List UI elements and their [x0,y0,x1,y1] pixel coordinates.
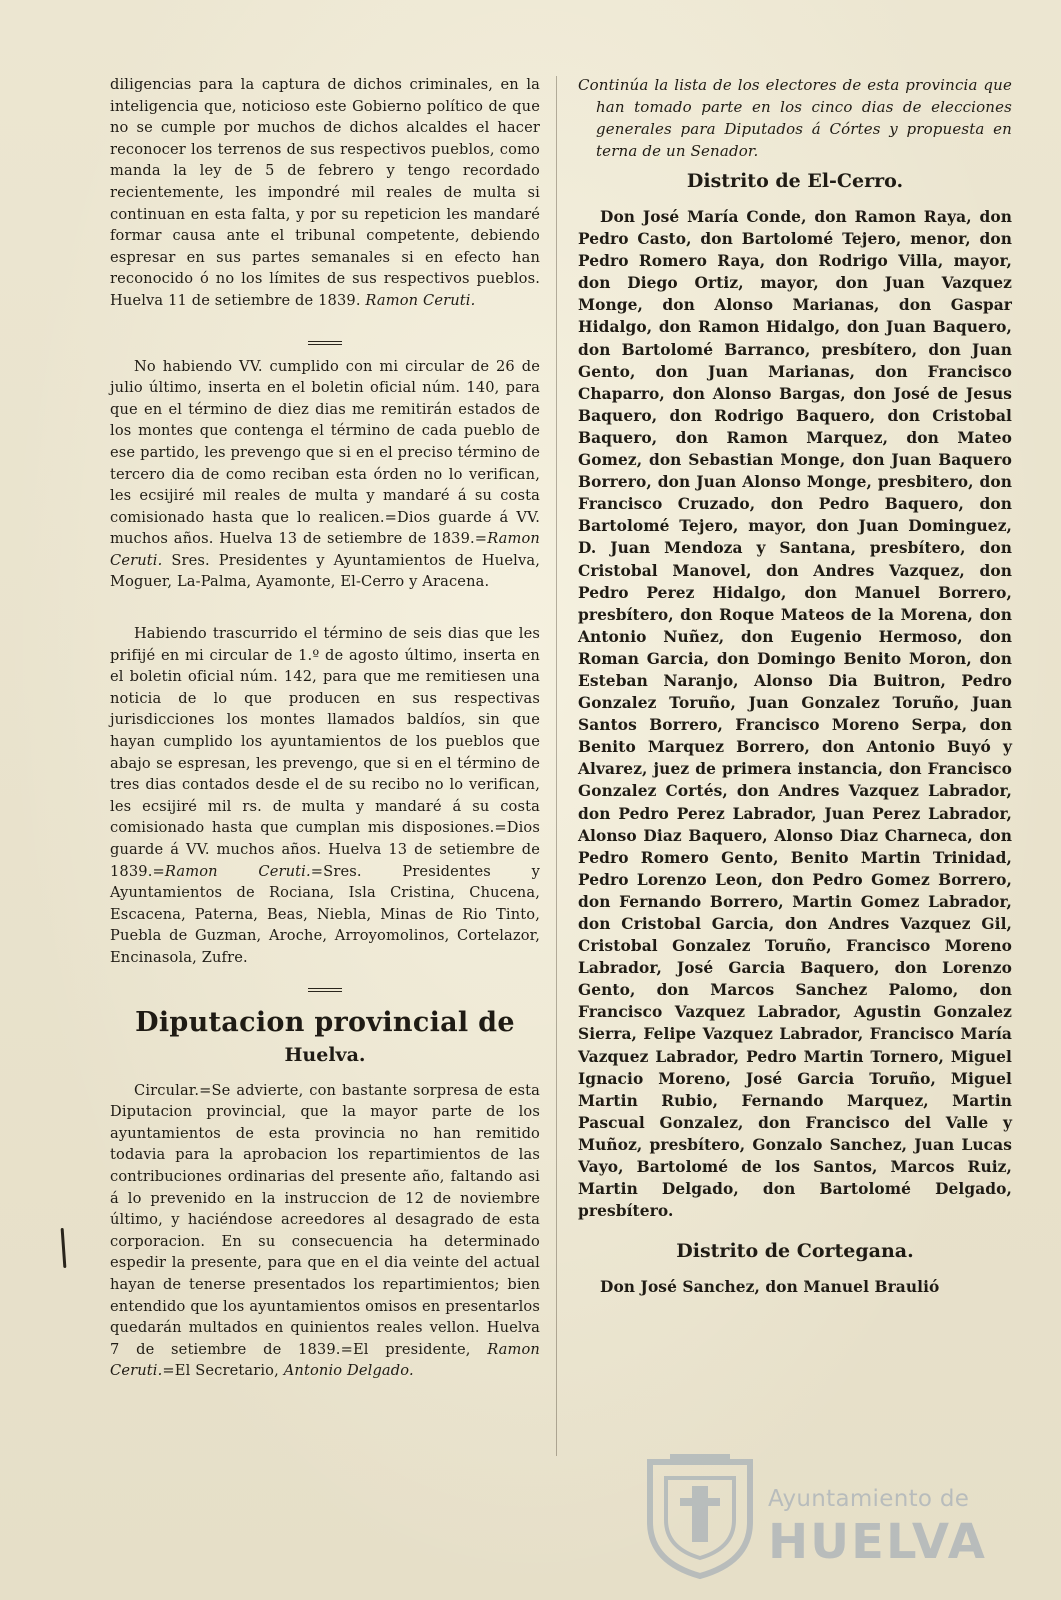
secretary-label: =El Secretario, [162,1362,279,1380]
district-heading-el-cerro: Distrito de El-Cerro. [686,170,904,192]
section-separator [110,601,540,613]
coat-of-arms-icon [640,1452,760,1580]
paragraph-text: Circular.=Se advierte, con bastante sorpresa de esta Diputacion provincial, que la mayor parte de los ayuntamientos de esta provincia no han remitido todavia para la aprobacion los repartimientos de las contribuciones ordinarias del presente año, faltando asi á lo prevenido en la instruccion de 12 de noviembre último, y haciéndose acreedores al desagrado de esta corporacion. En su consecuencia ha determinado espedir la presente, para que en el dia veinte del actual hayan de tenerse presentados los repartimientos; bien entendido que los ayuntamientos omisos en presentarlos quedarán multados en quinientos reales vellon. Huelva 7 de setiembre de 1839.=El presidente, [110,1081,540,1358]
paragraph-text: diligencias para la captura de dichos criminales, en la inteligencia que, noticioso este Gobierno político de que no se cumple por muchos de dichos alcaldes el hacer reconocer los terrenos de sus respectivos pueblos, como manda la ley de 5 de febrero y tengo recordado recientemente, les impondré mil reales de multa si continuan en esta falta, y por su repeticion les mandaré formar causa ante el tribunal competente, debiendo espresar en sus partes semanales si en efecto han reconocido ó no los límites de sus respectivos pueblos. Huelva 11 de setiembre de 1839. [110,76,540,309]
watermark [640,1452,1000,1582]
paragraph-text: No habiendo VV. cumplido con mi circular de 26 de julio último, inserta en el boletin oficial núm. 140, para que en el término de diez dias me remitirán estados de los montes que contenga el término de cada pueblo de ese partido, les prevengo que si en el preciso término de tercero dia de como reciban esta órden no lo verifican, les ecsijiré mil reales de multa y mandaré á su costa comisionado hasta que lo realicen.=Dios guarde á VV. muchos años. Huelva 13 de setiembre de 1839.= [110,357,540,548]
section-separator [110,977,540,989]
left-column [110,74,540,1382]
section-heading: Diputacion provincial de [135,1006,515,1038]
paragraph-text: Habiendo trascurrido el término de seis dias que les prifijé en mi circular de 1.º de agosto último, inserta en el boletin oficial núm. 142, para que me remitiesen una noticia de lo que producen en sus respectivas jurisdicciones los montes llamados baldíos, sin que hayan cumplido los ayuntamientos de los pueblos que abajo se espresan, les prevengo, que si en el término de tres dias contados desde el de su recibo no lo verifican, les ecsijiré mil rs. de multa y mandaré á su costa comisionado hasta que cumplan mis disposiones.=Dios guarde á VV. muchos años. Huelva 13 de setiembre de 1839.= [110,625,540,880]
electors-list-el-cerro: Don José María Conde, don Ramon Raya, don Pedro Casto, don Bartolomé Tejero, menor, don Pedro Romero Raya, don Rodrigo Villa, mayor, don Diego Ortiz, mayor, don Juan Vazquez Monge, don Alonso Marianas, don Gaspar Hidalgo, don Ramon Hidalgo, don Juan Baquero, don Bartolomé Barranco, presbítero, don Juan Gento, don Juan Marianas, don Francisco Chaparro, don Alonso Bargas, don José de Jesus Baquero, don Rodrigo Baquero, don Cristobal Baquero, don Ramon Marquez, don Mateo Gomez, don Sebastian Monge, don Juan Baquero Borrero, don Juan Alonso Monge, presbitero, don Francisco Cruzado, don Pedro Baquero, don Bartolomé Tejero, mayor, don Juan Dominguez, D. Juan Mendoza y Santana, presbítero, don Cristobal Manovel, don Andres Vazquez, don Pedro Perez Hidalgo, don Manuel Borrero, presbítero, don Roque Mateos de la Morena, don Antonio Nuñez, don Eugenio Hermoso, don Roman Garcia, don Domingo Benito Moron, don Esteban Naranjo, Alonso Dia Buitron, Pedro Gonzalez Toruño, Juan Gonzalez Toruño, Juan Santos Borrero, Francisco Moreno Serpa, don Benito Marquez Borrero, don Antonio Buyó y Alvarez, juez de primera instancia, don Francisco Gonzalez Cortés, don Andres Vazquez Labrador, don Pedro Perez Labrador, Juan Perez Labrador, Alonso Diaz Baquero, Alonso Diaz Charneca, don Pedro Romero Gento, Benito Martin Trinidad, Pedro Lorenzo Leon, don Pedro Gomez Borrero, don Fernando Borrero, Martin Gomez Labrador, don Cristobal Garcia, don Andres Vazquez Gil, Cristobal Gonzalez Toruño, Francisco Moreno Labrador, José Garcia Baquero, don Lorenzo Gento, don Marcos Sanchez Palomo, don Francisco Vazquez Labrador, Agustin Gonzalez Sierra, Felipe Vazquez Labrador, Francisco María Vazquez Labrador, Pedro Martin Tornero, Miguel Ignacio Moreno, José Garcia Toruño, Miguel Martin Rubio, Fernando Marquez, Martin Pascual Gonzalez, don Francisco del Valle y Muñoz, presbítero, Gonzalo Sanchez, Juan Lucas Vayo, Bartolomé de los Santos, Marcos Ruiz, Martin Delgado, don Bartolomé Delgado, presbítero. [578,208,1012,1221]
signature-ceruti: Ramon Ceruti. [164,862,311,880]
margin-mark [61,1228,67,1268]
electors-list-cortegana: Don José Sanchez, don Manuel Braulió [600,1278,940,1297]
signature-delgado: Antonio Delgado. [283,1362,414,1380]
section-subheading: Huelva. [284,1043,366,1066]
signature-ceruti: Ramon Ceruti. [365,291,476,309]
addressees: Sres. Presidentes y Ayuntamientos de Huelva, Moguer, La-Palma, Ayamonte, El-Cerro y Aracena. [110,551,540,591]
section-separator [110,330,540,342]
addressees: =Sres. Presidentes y Ayuntamientos de Rociana, Isla Cristina, Chucena, Escacena, Paterna, Beas, Niebla, Minas de Rio Tinto, Puebla de Guzman, Aroche, Arroyomolinos, Cortelazor, Encinasola, Zufre. [110,862,540,966]
paragraph-montes-estados [110,356,540,594]
paragraph-circular [110,1080,540,1382]
paragraph-alcaldes-terrenos [110,74,540,312]
watermark-line-2: HUELVA [768,1514,987,1570]
watermark-line-1: Ayuntamiento de [768,1486,970,1512]
paragraph-montes-baldios [110,623,540,969]
signature-ceruti: Ramon Ceruti. [110,530,540,569]
right-column [578,74,1012,1298]
signature-ceruti: Ramon Ceruti. [110,1340,540,1380]
district-heading-cortegana: Distrito de Cortegana. [676,1240,914,1263]
electors-intro: Continúa la lista de los electores de esta provincia que han tomado parte en los cinco dias de elecciones generales para Diputados á Córtes y propuesta en terna de un Senador. [578,76,1012,160]
column-divider [556,76,557,1456]
